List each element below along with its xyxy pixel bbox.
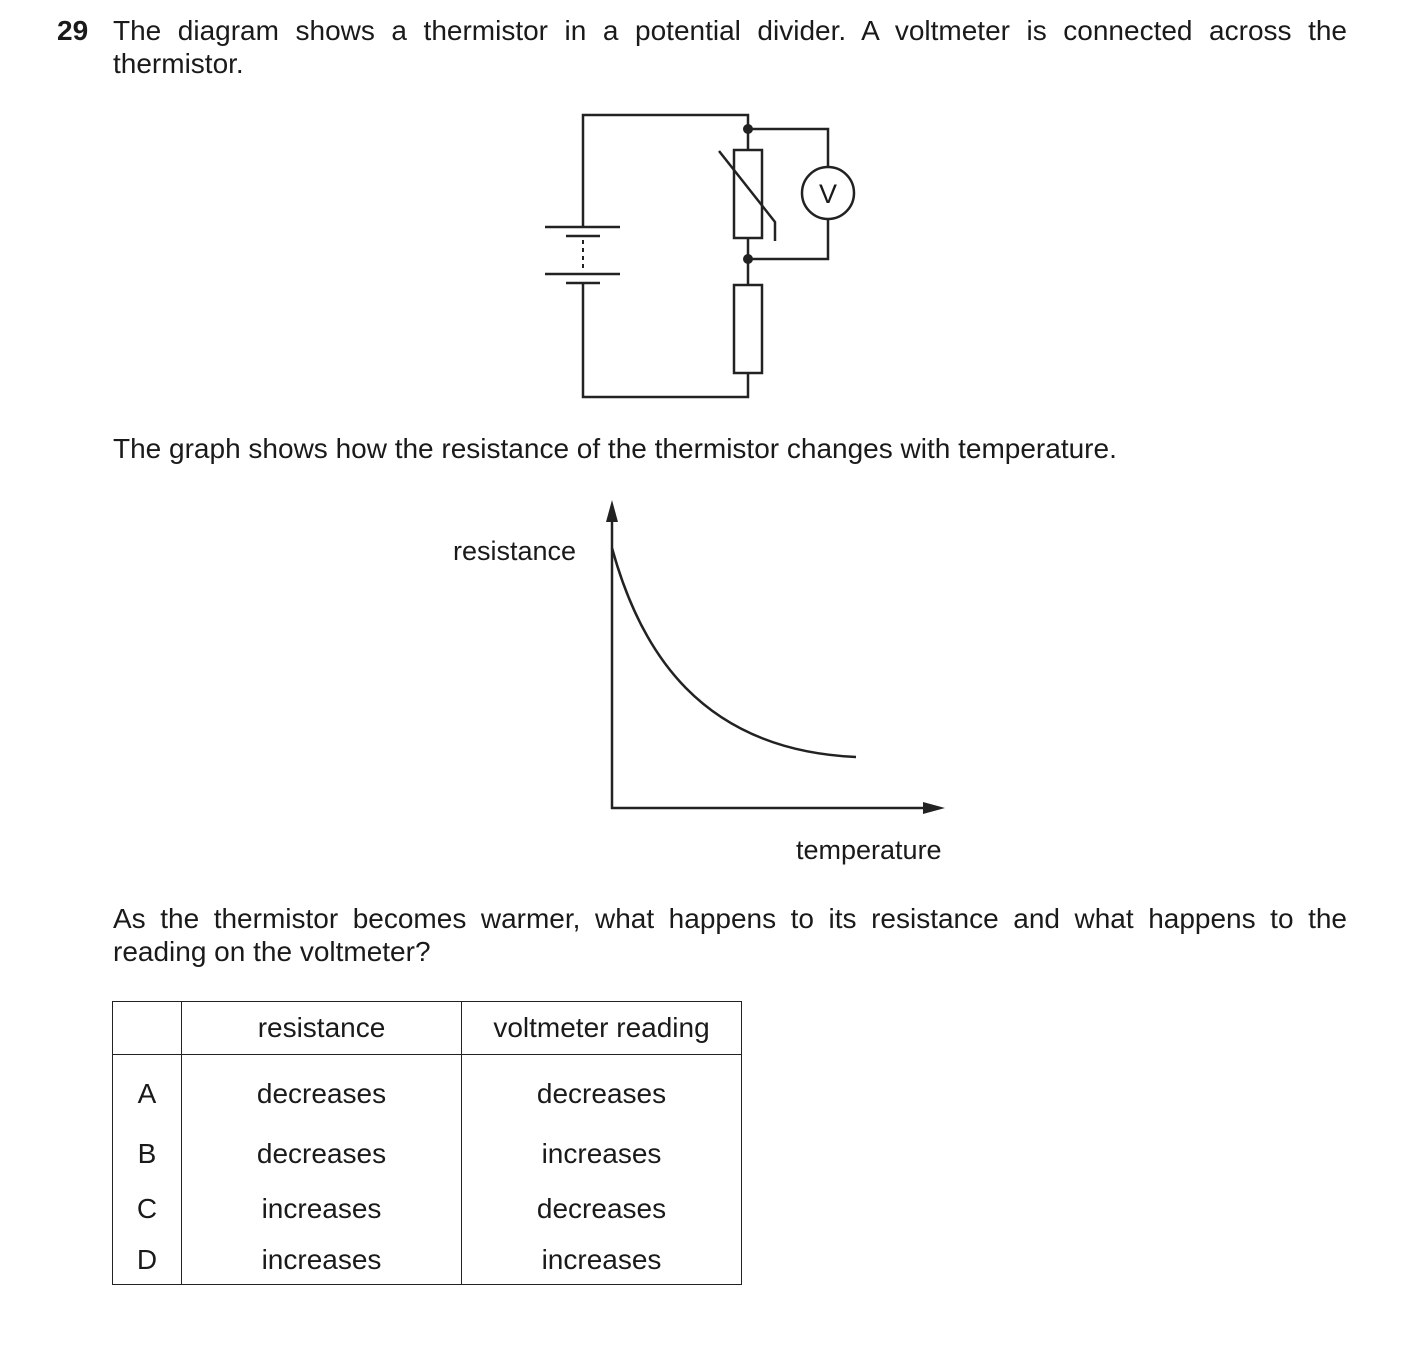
option-voltmeter: decreases	[462, 1055, 742, 1128]
option-letter: D	[113, 1236, 182, 1285]
option-row-a[interactable]	[113, 1055, 742, 1128]
option-voltmeter: increases	[462, 1236, 742, 1285]
x-axis-label: temperature	[796, 835, 942, 865]
resistance-curve	[612, 548, 856, 757]
options-table	[112, 1001, 742, 1285]
graph-intro: The graph shows how the resistance of the thermistor changes with temperature.	[113, 433, 1117, 464]
x-axis-arrow-icon	[923, 802, 945, 814]
option-row-c[interactable]	[113, 1182, 742, 1237]
voltmeter-symbol: V	[818, 179, 838, 209]
y-axis-arrow-icon	[606, 500, 618, 522]
option-voltmeter: decreases	[462, 1182, 742, 1237]
option-row-d[interactable]	[113, 1236, 742, 1285]
option-row-b[interactable]	[113, 1127, 742, 1182]
question-stem: The diagram shows a thermistor in a potential divider. A voltmeter is connected across the thermistor.	[113, 15, 1347, 79]
header-voltmeter-reading: voltmeter reading	[462, 1002, 742, 1055]
option-letter: C	[113, 1182, 182, 1237]
option-voltmeter: increases	[462, 1127, 742, 1182]
y-axis-label: resistance	[453, 536, 577, 566]
option-resistance: increases	[182, 1182, 462, 1237]
options-header-row	[113, 1002, 742, 1055]
option-letter: A	[113, 1055, 182, 1128]
question-number: 29	[57, 15, 89, 46]
header-letter	[113, 1002, 182, 1055]
option-resistance: decreases	[182, 1055, 462, 1128]
option-resistance: decreases	[182, 1127, 462, 1182]
option-resistance: increases	[182, 1236, 462, 1285]
question-prompt: As the thermistor becomes warmer, what happens to its resistance and what happens to the reading on the voltmeter?	[113, 903, 1347, 967]
header-resistance: resistance	[182, 1002, 462, 1055]
option-letter: B	[113, 1127, 182, 1182]
